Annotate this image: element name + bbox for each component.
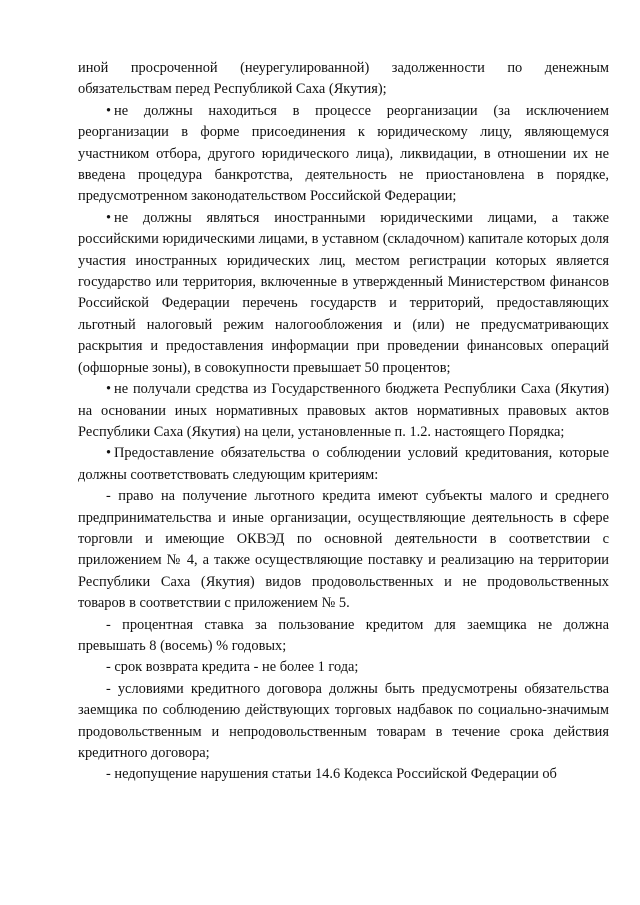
document-body bbox=[78, 58, 609, 786]
paragraph-continuation: иной просроченной (неурегулированной) задолженности по денежным обязательствам перед Республикой Саха (Якутия); bbox=[78, 60, 609, 98]
bullet-paragraph-budget-funds bbox=[78, 379, 609, 443]
bullet-paragraph-foreign-entities bbox=[78, 208, 609, 379]
dash-item-eligibility: - право на получение льготного кредита имеют субъекты малого и среднего предпринимательства и иные организации, осуществляющие деятельность в сфере торговли и имеющие ОКВЭД по основной деятельности в соответствии с приложением № 4, а также осуществляющие поставку и реализацию на территории Республики Саха (Якутия) видов продовольственных и не продовольственных товаров в соответствии с приложением № 5. bbox=[78, 488, 609, 612]
bullet-icon: • bbox=[106, 102, 112, 119]
paragraph-text: не должны находиться в процессе реорганизации (за исключением реорганизации в форме присоединения к юридическому лицу, являющемуся участником отбора, другого юридического лица), ликвидации, в отношении их не введена процедура банкротства, деятельность не приостановлена в порядке, предусмотренном законодательством Российской Федерации; bbox=[78, 102, 609, 205]
bullet-icon: • bbox=[106, 381, 112, 398]
paragraph-text: Предоставление обязательства о соблюдении условий кредитования, которые должны соответствовать следующим критериям: bbox=[78, 445, 609, 483]
dash-item-interest-rate: - процентная ставка за пользование кредитом для заемщика не должна превышать 8 (восемь) % годовых; bbox=[78, 616, 609, 654]
bullet-icon: • bbox=[106, 209, 112, 226]
paragraph-text: не получали средства из Государственного бюджета Республики Саха (Якутия) на основании иных нормативных правовых актов нормативных правовых актов Республики Саха (Якутия) на цели, установленные п. 1.2. настоящего Порядка; bbox=[78, 381, 609, 440]
bullet-paragraph-credit-obligation bbox=[78, 443, 609, 486]
bullet-paragraph-reorganization bbox=[78, 101, 609, 208]
dash-item-article-violation: - недопущение нарушения статьи 14.6 Кодекса Российской Федерации об bbox=[106, 766, 557, 783]
bullet-icon: • bbox=[106, 445, 112, 462]
paragraph-text: не должны являться иностранными юридическими лицами, а также российскими юридическими лицами, в уставном (складочном) капитале которых доля участия иностранных юридических лиц, местом регистрации которых является государство или территория, включенные в утвержденный Министерством финансов Российской Федерации перечень государств и территорий, предоставляющих льготный налоговый режим налогообложения и (или) не предусматривающих раскрытия и предоставления информации при проведении финансовых операций (офшорные зоны), в совокупности превышает 50 процентов; bbox=[78, 209, 609, 376]
dash-item-repayment-term: - срок возврата кредита - не более 1 года; bbox=[106, 659, 359, 676]
dash-item-trade-markups: - условиями кредитного договора должны быть предусмотрены обязательства заемщика по соблюдению действующих торговых надбавок по социально-значимым продовольственным и непродовольственным товарам в течение срока действия кредитного договора; bbox=[78, 680, 609, 761]
